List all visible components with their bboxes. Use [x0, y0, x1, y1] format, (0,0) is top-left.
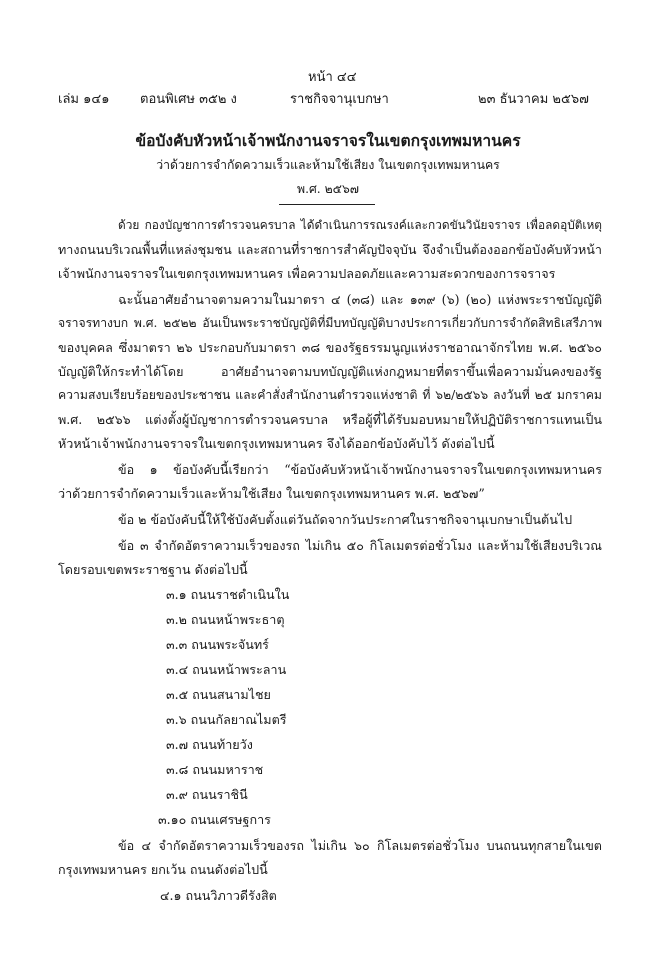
road-item: ๔.๑ ถนนวิภาวดีรังสิต	[160, 888, 277, 903]
road-item: ๓.๘ ถนนมหาราช	[166, 762, 264, 777]
road-item: ๓.๙ ถนนราชินี	[166, 787, 248, 802]
road-item: ๓.๖ ถนนกัลยาณไมตรี	[166, 712, 287, 727]
page-number: หน้า ๔๔	[308, 70, 357, 85]
document-subtitle: ว่าด้วยการจำกัดความเร็วและห้ามใช้เสียง ในเขตกรุงเทพมหานคร	[156, 158, 500, 172]
clause-4-cont: กรุงเทพมหานคร ยกเว้น ถนนดังต่อไปนี้	[58, 862, 268, 877]
special-section: ตอนพิเศษ ๓๕๒ ง	[140, 92, 237, 107]
preamble-line: เจ้าพนักงานจราจรในเขตกรุงเทพมหานคร เพื่อความปลอดภัยและความสะดวกของการจราจร	[58, 266, 556, 281]
road-item: ๓.๔ ถนนหน้าพระลาน	[166, 662, 287, 677]
clause-1-cont: ว่าด้วยการจำกัดความเร็วและห้ามใช้เสียง ในเขตกรุงเทพมหานคร พ.ศ. ๒๕๖๗”	[58, 486, 485, 501]
preamble-line: ด้วย กองบัญชาการตำรวจนครบาล ได้ดำเนินการรณรงค์และกวดขันวินัยจราจร เพื่อลดอุบัติเหตุ	[118, 218, 602, 232]
authority-line: หัวหน้าเจ้าพนักงานจราจรในเขตกรุงเทพมหานคร จึงได้ออกข้อบังคับไว้ ดังต่อไปนี้	[58, 436, 495, 451]
authority-line: พ.ศ. ๒๕๖๖ แต่งตั้งผู้บัญชาการตำรวจนครบาล หรือผู้ที่ได้รับมอบหมายให้ปฏิบัติราชการแทนเป็น	[58, 412, 602, 427]
authority-line: ความสงบเรียบร้อยของประชาชน และคำสั่งสำนักงานตำรวจแห่งชาติ ที่ ๖๒/๒๕๖๖ ลงวันที่ ๒๕ มกราคม	[58, 388, 602, 402]
authority-line: บัญญัติให้กระทำได้โดย อาศัยอำนาจตามบทบัญญัติแห่งกฎหมายที่ตราขึ้นเพื่อความมั่นคงของรัฐ	[58, 364, 602, 379]
authority-line: ฉะนั้นอาศัยอำนาจตามความในมาตรา ๔ (๓๘) และ ๑๓๙ (๖) (๒๐) แห่งพระราชบัญญัติ	[118, 292, 602, 307]
volume-number: เล่ม ๑๔๑	[58, 92, 110, 107]
road-item: ๓.๒ ถนนหน้าพระธาตุ	[166, 612, 285, 627]
publication-date: ๒๓ ธันวาคม ๒๕๖๗	[478, 92, 589, 107]
authority-line: ของบุคคล ซึ่งมาตรา ๒๖ ประกอบกับมาตรา ๓๘ ของรัฐธรรมนูญแห่งราชอาณาจักรไทย พ.ศ. ๒๕๖๐	[58, 340, 602, 355]
document-title: ข้อบังคับหัวหน้าเจ้าพนักงานจราจรในเขตกรุงเทพมหานคร	[135, 131, 521, 150]
title-underline	[279, 204, 375, 205]
road-item: ๓.๕ ถนนสนามไชย	[166, 687, 271, 702]
preamble-line: ทางถนนบริเวณพื้นที่แหล่งชุมชน และสถานที่ราชการสำคัญปัจจุบัน จึงจำเป็นต้องออกข้อบังคับหัวหน้า	[58, 242, 602, 257]
clause-3: ข้อ ๓ จำกัดอัตราความเร็วของรถ ไม่เกิน ๕๐ กิโลเมตรต่อชั่วโมง และห้ามใช้เสียงบริเวณ	[118, 538, 602, 553]
road-item: ๓.๗ ถนนท้ายวัง	[166, 737, 253, 752]
clause-3-cont: โดยรอบเขตพระราชฐาน ดังต่อไปนี้	[58, 562, 248, 577]
road-item: ๓.๑๐ ถนนเศรษฐการ	[158, 812, 271, 827]
gazette-name: ราชกิจจานุเบกษา	[290, 92, 389, 107]
clause-2: ข้อ ๒ ข้อบังคับนี้ให้ใช้บังคับตั้งแต่วันถัดจากวันประกาศในราชกิจจานุเบกษาเป็นต้นไป	[118, 512, 573, 527]
clause-1: ข้อ ๑ ข้อบังคับนี้เรียกว่า “ข้อบังคับหัวหน้าเจ้าพนักงานจราจรในเขตกรุงเทพมหานคร	[118, 462, 602, 477]
authority-line: จราจรทางบก พ.ศ. ๒๕๒๒ อันเป็นพระราชบัญญัติที่มีบทบัญญัติบางประการเกี่ยวกับการจำกัดสิทธิเสรีภาพ	[58, 316, 602, 330]
road-item: ๓.๓ ถนนพระจันทร์	[166, 637, 269, 652]
clause-4: ข้อ ๔ จำกัดอัตราความเร็วของรถ ไม่เกิน ๖๐ กิโลเมตรต่อชั่วโมง บนถนนทุกสายในเขต	[118, 838, 602, 853]
document-year: พ.ศ. ๒๕๖๗	[297, 182, 359, 196]
road-item: ๓.๑ ถนนราชดำเนินใน	[166, 587, 290, 602]
